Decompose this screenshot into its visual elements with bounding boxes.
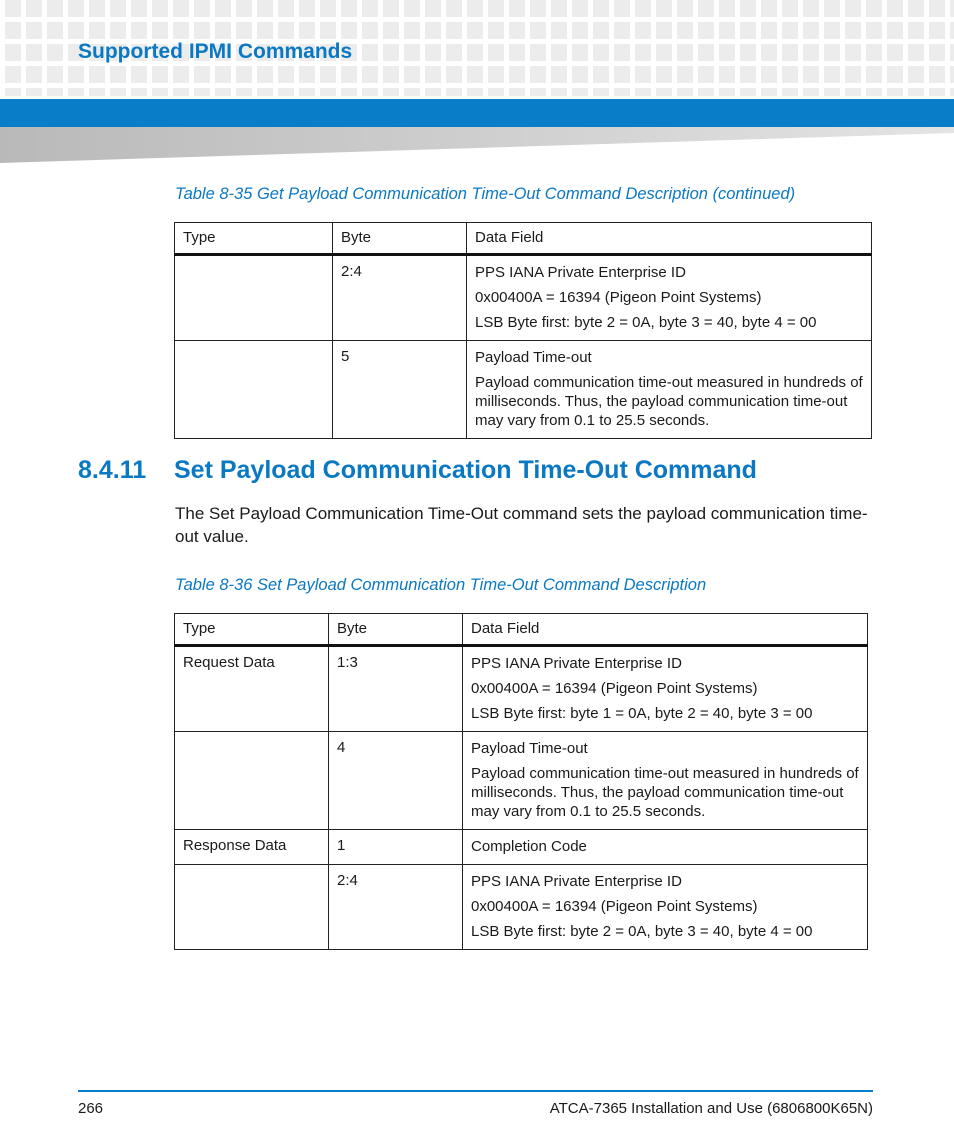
section-title: Set Payload Communication Time-Out Command [174,456,757,484]
cell-type [175,255,333,341]
cell-type: Response Data [175,830,329,865]
cell-byte: 4 [329,732,463,830]
data-line: LSB Byte first: byte 2 = 0A, byte 3 = 40, byte 4 = 00 [471,923,813,940]
cell-data-field [463,732,868,830]
header-data-field: Data Field [463,614,868,646]
table-8-36-caption: Table 8-36 Set Payload Communication Time-Out Command Description [175,576,707,594]
cell-data-field [467,255,872,341]
data-line: PPS IANA Private Enterprise ID [475,264,686,281]
cell-data-field [463,830,868,865]
cell-data-field [463,646,868,732]
cell-type [175,732,329,830]
cell-type [175,341,333,439]
table-row [175,646,868,732]
header-blue-band [0,99,954,127]
table-row [175,732,868,830]
data-line: LSB Byte first: byte 2 = 0A, byte 3 = 40, byte 4 = 00 [475,314,817,331]
cell-byte: 2:4 [329,865,463,950]
cell-byte: 1 [329,830,463,865]
table-8-36 [174,613,868,950]
header-byte: Byte [329,614,463,646]
data-line: 0x00400A = 16394 (Pigeon Point Systems) [475,289,762,306]
data-line: LSB Byte first: byte 1 = 0A, byte 2 = 40, byte 3 = 00 [471,705,813,722]
data-line: Payload communication time-out measured in hundreds of milliseconds. Thus, the payload communication time-out may vary from 0.1 to 25.5 seconds. [471,765,859,820]
table-8-35 [174,222,872,439]
table-row [175,865,868,950]
footer-document-title: ATCA-7365 Installation and Use (6806800K65N) [549,1100,873,1117]
table-header-row [175,614,868,646]
cell-byte: 5 [333,341,467,439]
header-byte: Byte [333,223,467,255]
cell-type: Request Data [175,646,329,732]
data-line: Payload Time-out [471,740,588,757]
cell-type [175,865,329,950]
table-header-row [175,223,872,255]
header-data-field: Data Field [467,223,872,255]
header-gray-wedge [0,127,954,163]
table-row [175,830,868,865]
data-line: PPS IANA Private Enterprise ID [471,873,682,890]
cell-byte: 2:4 [333,255,467,341]
table-row [175,255,872,341]
header-type: Type [175,614,329,646]
data-line: Completion Code [471,838,587,855]
footer-rule [78,1090,873,1092]
cell-data-field [467,341,872,439]
footer-page-number: 266 [78,1100,104,1117]
data-line: 0x00400A = 16394 (Pigeon Point Systems) [471,680,758,697]
cell-data-field [463,865,868,950]
section-paragraph: The Set Payload Communication Time-Out command sets the payload communication time-out value. [175,504,868,546]
data-line: Payload Time-out [475,349,592,366]
cell-byte: 1:3 [329,646,463,732]
section-number: 8.4.11 [78,456,147,484]
data-line: PPS IANA Private Enterprise ID [471,655,682,672]
data-line: 0x00400A = 16394 (Pigeon Point Systems) [471,898,758,915]
header-type: Type [175,223,333,255]
table-row [175,341,872,439]
section-heading [78,456,757,485]
table-8-35-caption: Table 8-35 Get Payload Communication Time-Out Command Description (continued) [175,185,796,203]
data-line: Payload communication time-out measured in hundreds of milliseconds. Thus, the payload communication time-out may vary from 0.1 to 25.5 seconds. [475,374,863,429]
running-header-title: Supported IPMI Commands [78,40,353,63]
